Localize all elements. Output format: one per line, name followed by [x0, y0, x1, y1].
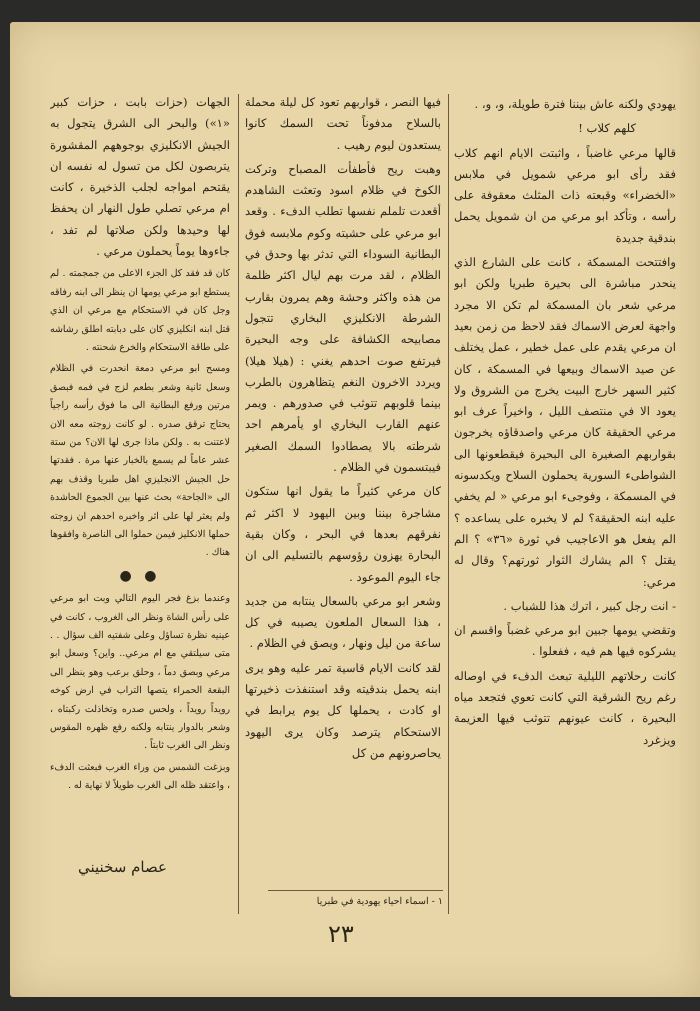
author-signature: عصام سخنيني [78, 858, 167, 876]
paragraph: وشعر ابو مرعي بالسعال ينتابه من جديد ، هذا السعال الملعون يصيبه في كل ساعة من ليل ونهار ، ويصق في الظلام . [245, 593, 441, 651]
paragraph: يهودي ولكنه عاش بيننا فترة طويلة، و، و، . [474, 97, 676, 111]
paragraph: ومسح ابو مرعي دمعة انحدرت في الظلام وسعل ثانية وشعر بطعم لزج في فمه فبصق مرتين ورفع البطانية الى ما فوق رأسه راجياً يحتاج ترقق صدره . لو كانت زوجته معه الان لاعتنت به . ولكن ماذا جرى لها الان؟ من ستة عشر عاماً لم يسمع بالخبار عنها مرة . فقدتها حل الجيش الانجليزي اهل طبريا وقذف بهم الى «الجاحة» بحث عنها بين الجموع الحاشدة ولم يعثر لها على اثر واخبره احدهم ان زوجته حملها الانكليز فيمن حملوا الى الناصرة وافقوها هناك . [50, 363, 230, 559]
paragraph: وعندما بزغ فجر اليوم التالي وبت ابو مرعي على رأس الشاة ونظر الى الغروب ، كانت في عينيه نظرة تساؤل وعلى شفتيه الف سؤال . . متى سيلتقي مع ام مرعي.. واين؟ وسعل ابو مرعي وبصق دماً ، وحلق برعب وهو ينظر الى البقعة الحمراء يتصها التراب في ارض كوخه رويداً رويداً ، ولحس صدره وتخاذلت ركبتاه ، وشعر بالدوار ينتابه ولكنه رفع ظهره المقوس ونظر الى الغرب ثابتاً . [50, 593, 230, 752]
paragraph: فيها النصر ، قواربهم تعود كل ليلة محملة بالسلاح مدفوناً تحت السمك كانوا يستعدون ليوم رهيب . [245, 95, 441, 152]
separator-dots: ● ● [119, 567, 161, 584]
column-right [454, 94, 676, 974]
paragraph: وبزغت الشمس من وراء الغرب فبعثت الدفء ، واعتقد ظله الى الغرب طويلاً لا نهاية له . [50, 761, 230, 792]
footnote: ١ - اسماء احياء يهودية في طبريا [316, 896, 443, 907]
column-divider [448, 94, 449, 914]
paragraph: وهبت ريح فأطفأت المصباح وتركت الكوخ في ظلام اسود وتعثت الشاهدم أقعدت تلملم نفسها تطلب الدفء . وقعد ابو مرعي على حشيته وكوم ملابسه فوق البطانية السوداء التي تدثر بها وحدق في الظلام ، لقد مرت بهم ليال اكثر ظلمة من هذه واكثر وحشة وهم يمرون بقارب الشرطة الانكليزي البخاري تتجول مصابيحه الكشافة على وجه البحيرة فيرتفع صوت احدهم يغني : (هيلا هيلا) ويردد الاخرون النغم يتظاهرون بالطرب بينما قلوبهم تتوثب في صدورهم . ويمر عنهم القارب البخاري او يأمرهم احد شرطته بالا يصطادوا السمك الصغير فيبتسمون في الظلام . [245, 161, 441, 475]
paragraph: وافتتحت المسمكة ، كانت على الشارع الذي ينحدر مباشرة الى بحيرة طبريا ولكن ابو مرعي شعر بان المسمكة لم تكن الا مجرد واجهة لعرض الاسماك فقد لاحظ من زمن بعيد ان مرعي يقدم على عمل خطير ، عمل يختلف عن صيد الاسماك وبيعها في المسمكة ، كان كثير السهر خارج البيت يخرج من الشروق ولا يعود الا في منتصف الليل ، واخيراً عرف ابو مرعي الحقيقة كان مرعي واصدقاؤه يخرجون بقواربهم الصغيرة الى البحيرة فيقطعونها الى الشواطىء السورية يحملون السلاح ويكدسونه في المسمكة ، وفوجىء ابو مرعي « لم يخفي عليه ابنه الحقيقة؟ لم لا يخبره على يساعده ؟ الم يفعل هو الاعاجيب في ثورة «٣٦» ؟ الم يقتل ؟ الم يشارك الثوار ثورتهم؟ وقال له مرعي: [454, 255, 676, 589]
paragraph: كان مرعي كثيراً ما يقول انها ستكون مشاجرة بيننا وبين اليهود لا اكثر ثم نفرقهم بعدها في البحر ، وكان بقية البحارة يهزون رؤوسهم بالتسليم الى ان جاء اليوم الموعود . [245, 484, 441, 584]
column-left [50, 92, 230, 864]
paragraph: - انت رجل كبير ، اترك هذا للشباب . [503, 598, 676, 613]
paragraph: كانت رحلاتهم الليلية تبعث الدفء في اوصاله رغم ريح الشرقية التي كانت تعوي فتجعد مياه البحيرة ، كانت عيونهم تتوثب فيها العزيمة ويزغرد [454, 668, 676, 747]
magazine-page [10, 22, 700, 997]
paragraph: كان قد فقد كل الجزء الاعلى من جمجمته . لم يستطع ابو مرعي يومها ان ينظر الى ابنه رفاقه وجل كان في الاستحكام مع مرعي ان الذي قتل ابنه انكليزي كان على دبابته اطلق رشاشه على طاقة الاستحكام والخرع شحنته . [50, 268, 230, 353]
page-number: ٢٣ [328, 920, 354, 948]
paragraph: قالها مرعي غاضباً ، واثبتت الايام انهم كلاب فقد رأى ابو مرعي شمويل في ملابس «الخضراء» وقبعته ذات المثلث معقوفة على رأسه ، وتأكد ابو مرعي من ان شمويل يحمل بندقية جديدة [454, 145, 676, 245]
paragraph: لقد كانت الايام قاسية تمر عليه وهو يرى ابنه يحمل بندقيته وقد استنفذت ذخيرتها او كادت ، يحملها كل يوم يرابط في الاستحكام يترصد وكان يرى اليهود يحاصرونهم من كل [245, 660, 441, 760]
footnote-rule [268, 890, 443, 891]
column-middle [245, 92, 441, 884]
paragraph: كلهم كلاب ! [578, 121, 636, 136]
paragraph: وتقضي يومها جبين ابو مرعي غضباً واقسم ان يشركوه فيها هم فيه ، ففعلوا . [454, 623, 676, 659]
column-divider [238, 94, 239, 914]
paragraph: الجهات (حزات بابت ، حزات كبير «١») والبحر الى الشرق يتجول به الجيش الانكليزي بوجوههم المقشورة يتربصون لكل من تسول له نفسه ان يقتحم امواجه لجلب الذخيرة ، كانت ام مرعي تصلي طول النهار ان يحفظ لها وحيدها ولكن صلاتها لم تفد ، جاءوها يوماً يحملون مرعي . [50, 95, 230, 259]
